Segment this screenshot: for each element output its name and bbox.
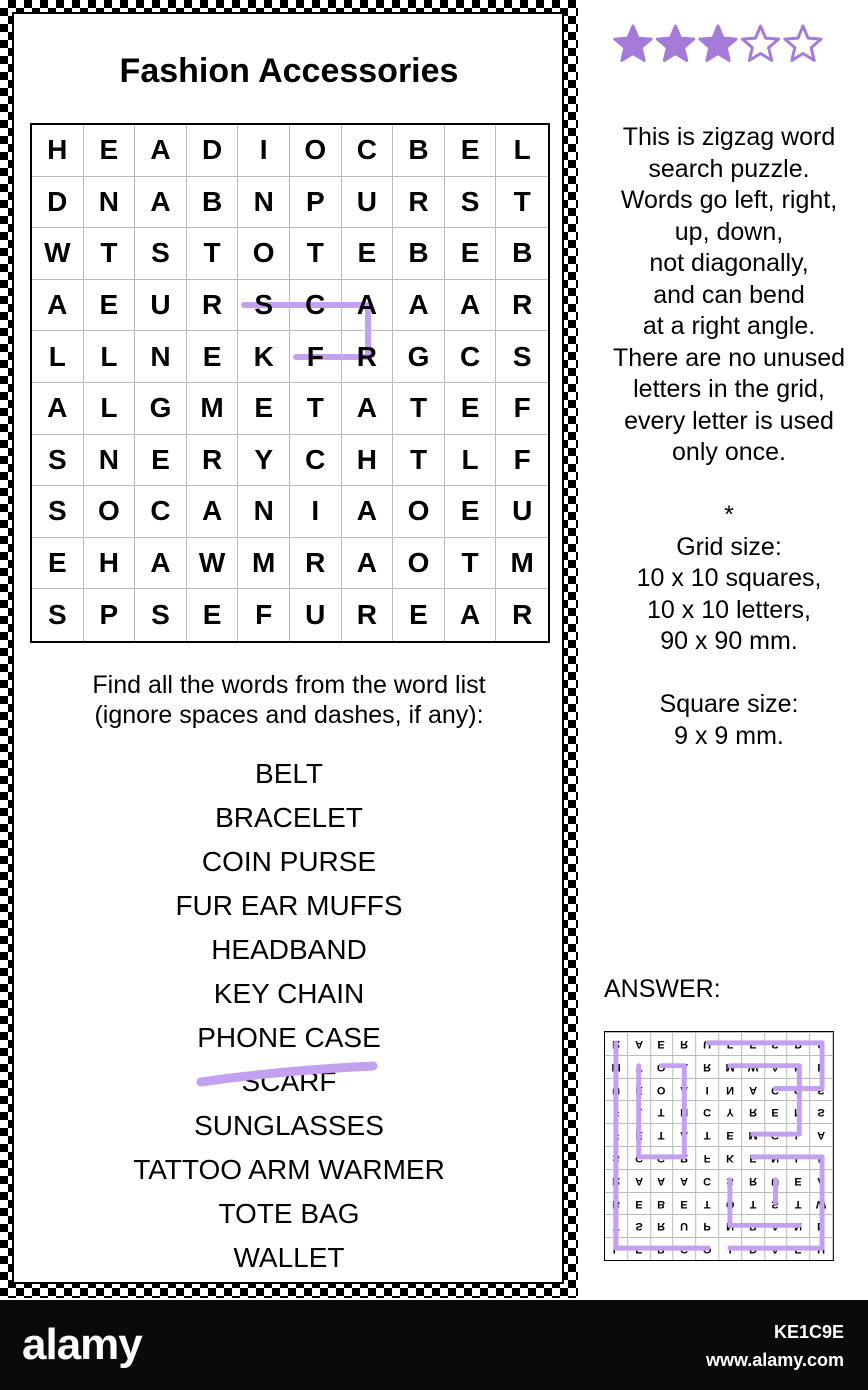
grid-cell: C [445, 331, 497, 383]
grid-cell: S [135, 228, 187, 280]
grid-cell: A [135, 177, 187, 229]
grid-cell: A [32, 383, 84, 435]
answer-cell: A [628, 1032, 651, 1055]
grid-cell: S [32, 486, 84, 538]
grid-cell: B [187, 177, 239, 229]
answer-cell: L [605, 1237, 628, 1260]
answer-cell: P [696, 1214, 719, 1237]
answer-cell: F [719, 1032, 742, 1055]
answer-cell: O [696, 1237, 719, 1260]
rules-line: 90 x 90 mm. [660, 627, 798, 655]
star-outline-icon [742, 26, 778, 60]
answer-cell: O [651, 1055, 674, 1078]
star-outline-icon [785, 26, 821, 60]
grid-cell: H [32, 125, 84, 177]
grid-cell: L [496, 125, 548, 177]
grid-cell: F [290, 331, 342, 383]
answer-thumbnail [604, 1031, 834, 1261]
answer-cell: E [787, 1169, 810, 1192]
answer-cell: F [696, 1146, 719, 1169]
answer-cell: T [651, 1100, 674, 1123]
answer-cell: R [651, 1214, 674, 1237]
answer-cell: B [651, 1192, 674, 1215]
grid-cell: P [84, 589, 136, 641]
answer-cell: A [810, 1169, 833, 1192]
grid-cell: A [445, 589, 497, 641]
answer-cell: S [628, 1214, 651, 1237]
rules-line: * [724, 501, 734, 529]
word-list-item: PHONE CASE [197, 1022, 381, 1053]
grid-cell: T [290, 383, 342, 435]
grid-cell: O [393, 538, 445, 590]
grid-cell: O [290, 125, 342, 177]
answer-cell: N [787, 1214, 810, 1237]
grid-cell: C [135, 486, 187, 538]
answer-cell: O [651, 1078, 674, 1101]
answer-cell: E [628, 1123, 651, 1146]
grid-cell: F [238, 589, 290, 641]
grid-cell: S [135, 589, 187, 641]
answer-cell: N [787, 1100, 810, 1123]
grid-cell: M [187, 383, 239, 435]
grid-cell: G [135, 383, 187, 435]
grid-cell: L [84, 383, 136, 435]
grid-cell: L [32, 331, 84, 383]
word-list-item: SUNGLASSES [194, 1110, 384, 1141]
answer-cell: A [742, 1078, 765, 1101]
grid-cell: N [84, 435, 136, 487]
word-list-item: SCARF [241, 1066, 337, 1097]
rules-line: Words go left, right, [620, 186, 838, 214]
grid-cell: A [445, 280, 497, 332]
grid-cell: E [187, 331, 239, 383]
answer-cell: N [765, 1146, 788, 1169]
watermark-footer [0, 1300, 868, 1390]
rules-line: 10 x 10 letters, [647, 595, 811, 624]
answer-cell: E [628, 1192, 651, 1215]
answer-cell: E [742, 1146, 765, 1169]
grid-cell: E [238, 383, 290, 435]
answer-cell: A [765, 1055, 788, 1078]
rules-line [590, 658, 868, 690]
answer-cell: A [628, 1169, 651, 1192]
grid-cell: U [342, 177, 394, 229]
answer-cell: U [605, 1078, 628, 1101]
star-filled-icon [657, 26, 693, 60]
rules-line: up, down, [674, 217, 784, 246]
answer-cell: S [810, 1100, 833, 1123]
grid-cell: E [342, 228, 394, 280]
word-list-item: KEY CHAIN [213, 978, 365, 1009]
rules-line: not diagonally, [649, 249, 809, 277]
answer-cell: O [787, 1078, 810, 1101]
grid-cell: B [393, 125, 445, 177]
answer-cell: S [765, 1192, 788, 1215]
answer-cell: W [810, 1192, 833, 1215]
grid-cell: T [393, 383, 445, 435]
answer-cell: A [673, 1123, 696, 1146]
word-list-item: TOTE BAG [218, 1198, 360, 1229]
grid-cell: H [84, 538, 136, 590]
grid-cell: P [290, 177, 342, 229]
answer-cell: H [673, 1100, 696, 1123]
letter-grid [30, 123, 550, 643]
grid-cell: A [32, 280, 84, 332]
strike-through-mark [195, 1060, 380, 1090]
grid-cell: T [393, 435, 445, 487]
answer-cell: E [628, 1078, 651, 1101]
grid-cell: E [84, 280, 136, 332]
grid-cell: F [496, 435, 548, 487]
grid-cell: R [393, 177, 445, 229]
grid-cell: C [290, 280, 342, 332]
grid-cell: H [342, 435, 394, 487]
grid-cell: M [496, 538, 548, 590]
grid-cell: S [496, 331, 548, 383]
grid-cell: O [393, 486, 445, 538]
answer-cell: K [719, 1146, 742, 1169]
answer-cell: U [673, 1214, 696, 1237]
answer-cell: N [719, 1078, 742, 1101]
word-list-item: BELT [255, 758, 323, 789]
answer-cell: E [810, 1055, 833, 1078]
rules-line [590, 469, 868, 501]
grid-cell: E [393, 589, 445, 641]
rules-line: This is zigzag word [622, 123, 836, 151]
rules-line: Grid size: [676, 532, 782, 561]
answer-cell: T [787, 1192, 810, 1215]
difficulty-rating [612, 22, 824, 66]
grid-cell: Y [238, 435, 290, 487]
rules-line: letters in the grid, [633, 375, 825, 403]
rules-line: 9 x 9 mm. [674, 721, 784, 750]
grid-cell: I [290, 486, 342, 538]
answer-cell: F [605, 1100, 628, 1123]
grid-cell: U [496, 486, 548, 538]
answer-cell: A [673, 1078, 696, 1101]
grid-cell: A [342, 486, 394, 538]
answer-cell: E [719, 1123, 742, 1146]
grid-cell: U [135, 280, 187, 332]
answer-cell: R [673, 1032, 696, 1055]
instructions [20, 670, 558, 730]
image-id: KE1C9E [773, 1322, 844, 1342]
grid-cell: E [84, 125, 136, 177]
grid-cell: A [342, 280, 394, 332]
grid-cell: R [290, 538, 342, 590]
answer-cell: S [810, 1032, 833, 1055]
answer-cell: O [719, 1192, 742, 1215]
rules-line: and can bend [653, 280, 805, 309]
answer-cell: E [628, 1237, 651, 1260]
grid-cell: K [238, 331, 290, 383]
rules-line: Square size: [659, 690, 799, 718]
brand-logo: alamy [22, 1320, 142, 1369]
answer-cell: I [696, 1078, 719, 1101]
answer-cell: C [628, 1146, 651, 1169]
answer-cell: R [673, 1146, 696, 1169]
rules-line: only once. [672, 438, 786, 466]
grid-cell: S [32, 589, 84, 641]
answer-cell: G [651, 1146, 674, 1169]
answer-cell: E [765, 1100, 788, 1123]
grid-cell: T [496, 177, 548, 229]
grid-cell: R [187, 435, 239, 487]
grid-cell: E [135, 435, 187, 487]
grid-cell: A [393, 280, 445, 332]
grid-cell: T [84, 228, 136, 280]
grid-cell: L [445, 435, 497, 487]
answer-cell: S [810, 1078, 833, 1101]
grid-cell: O [238, 228, 290, 280]
answer-cell: Y [719, 1100, 742, 1123]
answer-cell: R [605, 1032, 628, 1055]
answer-cell: E [742, 1032, 765, 1055]
answer-cell: R [696, 1055, 719, 1078]
grid-cell: C [290, 435, 342, 487]
star-filled-icon [615, 26, 651, 60]
answer-highlight-paths [605, 1032, 833, 1260]
grid-cell: L [84, 331, 136, 383]
star-filled-icon [700, 26, 736, 60]
word-list-item: TATTOO ARM WARMER [133, 1154, 445, 1185]
answer-cell: U [765, 1169, 788, 1192]
grid-cell: T [290, 228, 342, 280]
answer-cell: S [765, 1032, 788, 1055]
instructions-line-1: Find all the words from the word list [92, 671, 486, 699]
answer-cell: P [787, 1032, 810, 1055]
grid-cell: S [238, 280, 290, 332]
word-list [20, 756, 558, 1284]
grid-cell: M [238, 538, 290, 590]
answer-cell: T [696, 1123, 719, 1146]
answer-cell: B [742, 1214, 765, 1237]
rules-line: every letter is used [624, 406, 834, 435]
rules-text [590, 122, 868, 752]
grid-cell: U [290, 589, 342, 641]
grid-cell: D [32, 177, 84, 229]
grid-cell: E [187, 589, 239, 641]
grid-cell: N [238, 177, 290, 229]
grid-cell: G [393, 331, 445, 383]
grid-cell: T [445, 538, 497, 590]
grid-cell: E [32, 538, 84, 590]
word-list-item: HEADBAND [211, 934, 367, 965]
answer-cell: C [673, 1237, 696, 1260]
grid-cell: R [342, 589, 394, 641]
word-list-item: BRACELET [215, 802, 363, 833]
answer-cell: B [651, 1237, 674, 1260]
answer-cell: M [719, 1055, 742, 1078]
answer-cell: E [673, 1192, 696, 1215]
grid-cell: A [342, 538, 394, 590]
answer-cell: H [810, 1237, 833, 1260]
grid-cell: N [238, 486, 290, 538]
answer-cell: A [765, 1214, 788, 1237]
rules-line: 10 x 10 squares, [636, 564, 822, 592]
grid-cell: A [135, 538, 187, 590]
answer-cell: T [696, 1192, 719, 1215]
grid-cell: A [342, 383, 394, 435]
site-url: www.alamy.com [705, 1350, 844, 1370]
grid-cell: E [445, 383, 497, 435]
grid-cell: B [393, 228, 445, 280]
grid-cell: S [32, 435, 84, 487]
answer-cell: T [742, 1192, 765, 1215]
answer-cell: T [605, 1214, 628, 1237]
answer-cell: E [651, 1032, 674, 1055]
rules-line: at a right angle. [642, 312, 816, 340]
grid-cell: R [496, 280, 548, 332]
word-list-item: FUR EAR MUFFS [175, 890, 403, 921]
answer-cell: A [810, 1123, 833, 1146]
answer-cell: U [696, 1032, 719, 1055]
puzzle-title: Fashion Accessories [119, 52, 459, 90]
grid-cell: F [496, 383, 548, 435]
answer-cell: C [696, 1169, 719, 1192]
answer-cell: N [719, 1214, 742, 1237]
answer-cell: T [628, 1055, 651, 1078]
answer-cell: S [605, 1146, 628, 1169]
answer-cell: M [742, 1123, 765, 1146]
word-list-item: COIN PURSE [201, 846, 377, 877]
answer-cell: M [605, 1055, 628, 1078]
answer-cell: A [651, 1169, 674, 1192]
answer-cell: D [742, 1237, 765, 1260]
answer-cell: A [765, 1237, 788, 1260]
grid-cell: B [496, 228, 548, 280]
answer-cell: T [651, 1123, 674, 1146]
answer-cell: F [605, 1123, 628, 1146]
grid-cell: D [187, 125, 239, 177]
answer-cell: L [810, 1146, 833, 1169]
answer-cell: A [673, 1055, 696, 1078]
answer-cell: C [696, 1100, 719, 1123]
grid-cell: T [187, 228, 239, 280]
grid-cell: O [84, 486, 136, 538]
answer-cell: L [628, 1100, 651, 1123]
grid-cell: R [187, 280, 239, 332]
grid-cell: W [32, 228, 84, 280]
answer-cell: A [673, 1169, 696, 1192]
grid-cell: C [342, 125, 394, 177]
grid-cell: S [445, 177, 497, 229]
rules-line: search puzzle. [648, 154, 810, 183]
answer-cell: C [765, 1078, 788, 1101]
grid-cell: N [84, 177, 136, 229]
answer-cell: E [787, 1237, 810, 1260]
grid-cell: I [238, 125, 290, 177]
answer-cell: W [742, 1055, 765, 1078]
grid-cell: A [135, 125, 187, 177]
answer-cell: G [765, 1123, 788, 1146]
grid-cell: E [445, 125, 497, 177]
word-list-item: WALLET [233, 1242, 345, 1273]
answer-cell: D [810, 1214, 833, 1237]
grid-cell: A [187, 486, 239, 538]
answer-cell: I [719, 1237, 742, 1260]
answer-cell: R [742, 1169, 765, 1192]
grid-cell: E [445, 228, 497, 280]
rules-line: There are no unused [612, 343, 846, 372]
answer-cell: B [605, 1192, 628, 1215]
instructions-line-2: (ignore spaces and dashes, if any): [94, 701, 484, 729]
answer-cell: H [787, 1055, 810, 1078]
grid-cell: W [187, 538, 239, 590]
grid-cell: N [135, 331, 187, 383]
answer-cell: L [787, 1146, 810, 1169]
grid-cell: E [445, 486, 497, 538]
answer-cell: L [787, 1123, 810, 1146]
answer-cell: R [605, 1169, 628, 1192]
grid-cell: R [342, 331, 394, 383]
answer-cell: S [719, 1169, 742, 1192]
answer-label: ANSWER: [604, 975, 721, 1003]
grid-cell: R [512, 599, 533, 631]
answer-cell: R [742, 1100, 765, 1123]
